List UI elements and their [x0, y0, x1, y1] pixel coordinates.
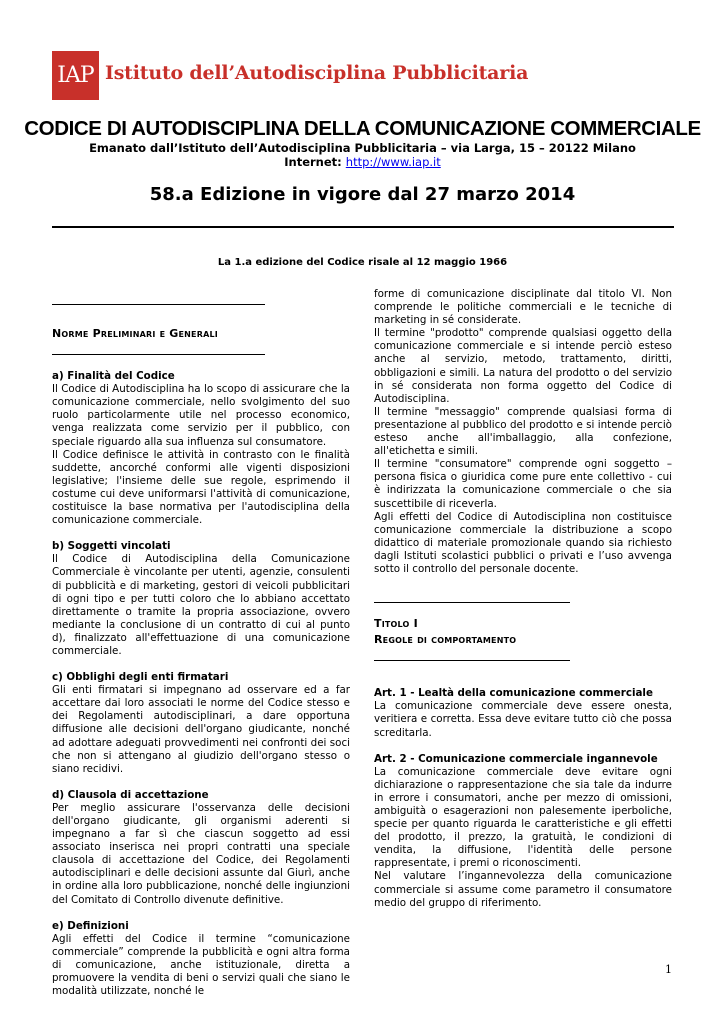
header-divider	[52, 226, 674, 228]
section-title: Norme Preliminari e Generali	[52, 327, 218, 340]
clause-e-title: e) Definizioni	[52, 919, 129, 932]
definitions-continued: forme di comunicazione disciplinate dal titolo VI. Non comprende le politiche commerciali e le tecniche di marketing in sé considerate.	[374, 288, 672, 327]
clause-c-title: c) Obblighi degli enti firmatari	[52, 671, 229, 684]
clause-e-text: Agli effetti del Codice il termine “comunicazione commerciale” comprende la pubblicità e ogni altra forma di comunicazione, anche istituzionale, diretta a promuovere la vendita di beni o servizi quali che siano le modalità utilizzate, nonché le	[52, 932, 350, 998]
issuer-line: Emanato dall’Istituto dell’Autodisciplina Pubblicitaria – via Larga, 15 – 20122 Milano	[89, 141, 636, 155]
article-2-text: La comunicazione commerciale deve evitare ogni dichiarazione o rappresentazione che sia tale da indurre in errore i consumatori, anche per mezzo di omissioni, ambiguità o esagerazioni non palesemente iperboliche, specie per quanto riguarda le caratteristiche e gli effetti del prodotto, il prezzo, la gratuità, le condizioni di vendita, la diffusione, l'identità delle persone rappresentate, i premi o riconoscimenti.	[374, 765, 672, 870]
right-column	[374, 288, 672, 910]
clause-d-title: d) Clausola di accettazione	[52, 788, 209, 801]
internet-line	[0, 155, 725, 169]
definition-prodotto: Il termine "prodotto" comprende qualsiasi oggetto della comunicazione commerciale e si intende perciò esteso anche al servizio, metodo, trattamento, diritti, obbligazioni e simili. La natura del prodotto o del servizio in sé considerata non forma oggetto del Codice di Autodisciplina.	[374, 327, 672, 405]
document-title: CODICE DI AUTODISCIPLINA DELLA COMUNICAZIONE COMMERCIALE	[24, 117, 701, 140]
clause-d-text: Per meglio assicurare l'osservanza delle decisioni dell'organo giudicante, gli organismi aderenti si impegnano a far sì che ciascun soggetto ad essi associato inserisca nei propri contratti una speciale clausola di accettazione del Codice, dei Regolamenti autodisciplinari e delle decisioni assunte dal Giurì, anche in ordine alla loro pubblicazione, nonché delle ingiunzioni del Comitato di Controllo divenute definitive.	[52, 801, 350, 906]
page-number: 1	[665, 963, 672, 976]
definition-consumatore: Il termine "consumatore" comprende ogni soggetto – persona fisica o giuridica come pure ente collettivo - cui è indirizzata la comunicazione commerciale o che sia suscettibile di riceverla.	[374, 458, 672, 510]
title-name: Regole di comportamento	[374, 633, 517, 647]
article-1-text: La comunicazione commerciale deve essere onesta, veritiera e corretta. Essa deve evitare tutto ciò che possa screditarla.	[374, 700, 672, 739]
clause-b-title: b) Soggetti vincolati	[52, 540, 171, 553]
definition-messaggio: Il termine "messaggio" comprende qualsiasi forma di presentazione al pubblico del prodotto e si intende perciò esteso anche all'imballaggio, alla confezione, all'etichetta e simili.	[374, 405, 672, 458]
article-1-title: Art. 1 - Lealtà della comunicazione commerciale	[374, 687, 653, 700]
first-edition-note: La 1.a edizione del Codice risale al 12 maggio 1966	[217, 257, 508, 268]
clause-a-title: a) Finalità del Codice	[52, 370, 175, 383]
iap-logo-name: Istituto dell’Autodisciplina Pubblicitaria	[105, 62, 529, 84]
article-2-title: Art. 2 - Comunicazione commerciale ingannevole	[374, 752, 658, 765]
clause-b-text: Il Codice di Autodisciplina della Comunicazione Commerciale è vincolante per utenti, agenzie, consulenti di pubblicità e di marketing, gestori di veicoli pubblicitari di ogni tipo e per tutti coloro che lo abbiano accettato direttamente o tramite la propria associazione, ovvero mediante la conclusione di un contratto di cui al punto d), finalizzato all'effettuazione di una comunicazione commerciale.	[52, 553, 350, 657]
internet-label: Internet:	[284, 155, 342, 169]
clause-c-text: Gli enti firmatari si impegnano ad osservare ed a far accettare dai loro associati le norme del Codice stesso e dei Regolamenti autodisciplinari, a dare opportuna diffusione alle decisioni dell'organo giudicante, nonché ad adottare adeguati provvedimenti nei confronti dei soci che non si attengano al giudizio dell'organo stesso o siano recidivi.	[52, 684, 350, 775]
clause-a-text-2: Il Codice definisce le attività in contrasto con le finalità suddette, ancorché conformi alle vigenti disposizioni legislative; l'insieme delle sue regole, esprimendo il costume cui deve uniformarsi l'attività di comunicazione, costituisce la base normativa per l'autodisciplina della comunicazione commerciale.	[52, 448, 350, 527]
website-link[interactable]: http://www.iap.it	[345, 155, 441, 169]
edition-heading: 58.a Edizione in vigore dal 27 marzo 2014	[149, 184, 576, 205]
title-number: Titolo I	[374, 617, 418, 631]
definition-exclusion: Agli effetti del Codice di Autodisciplina non costituisce comunicazione commerciale la distribuzione a scopo didattico di materiale promozionale quando sia richiesto dagli Istituti scolastici pubblici o privati e l’uso avvenga sotto il controllo del personale docente.	[374, 510, 672, 575]
clause-a-text: Il Codice di Autodisciplina ha lo scopo di assicurare che la comunicazione commerciale, nello svolgimento del suo ruolo particolarmente utile nel processo economico, venga realizzata come servizio per il pubblico, con speciale riguardo alla sua influenza sul consumatore.	[52, 383, 350, 448]
left-column	[52, 288, 350, 998]
iap-logo-mark: IAP	[52, 51, 99, 100]
article-2-text-2: Nel valutare l’ingannevolezza della comunicazione commerciale si assume come parametro il consumatore medio del gruppo di riferimento.	[374, 870, 672, 909]
